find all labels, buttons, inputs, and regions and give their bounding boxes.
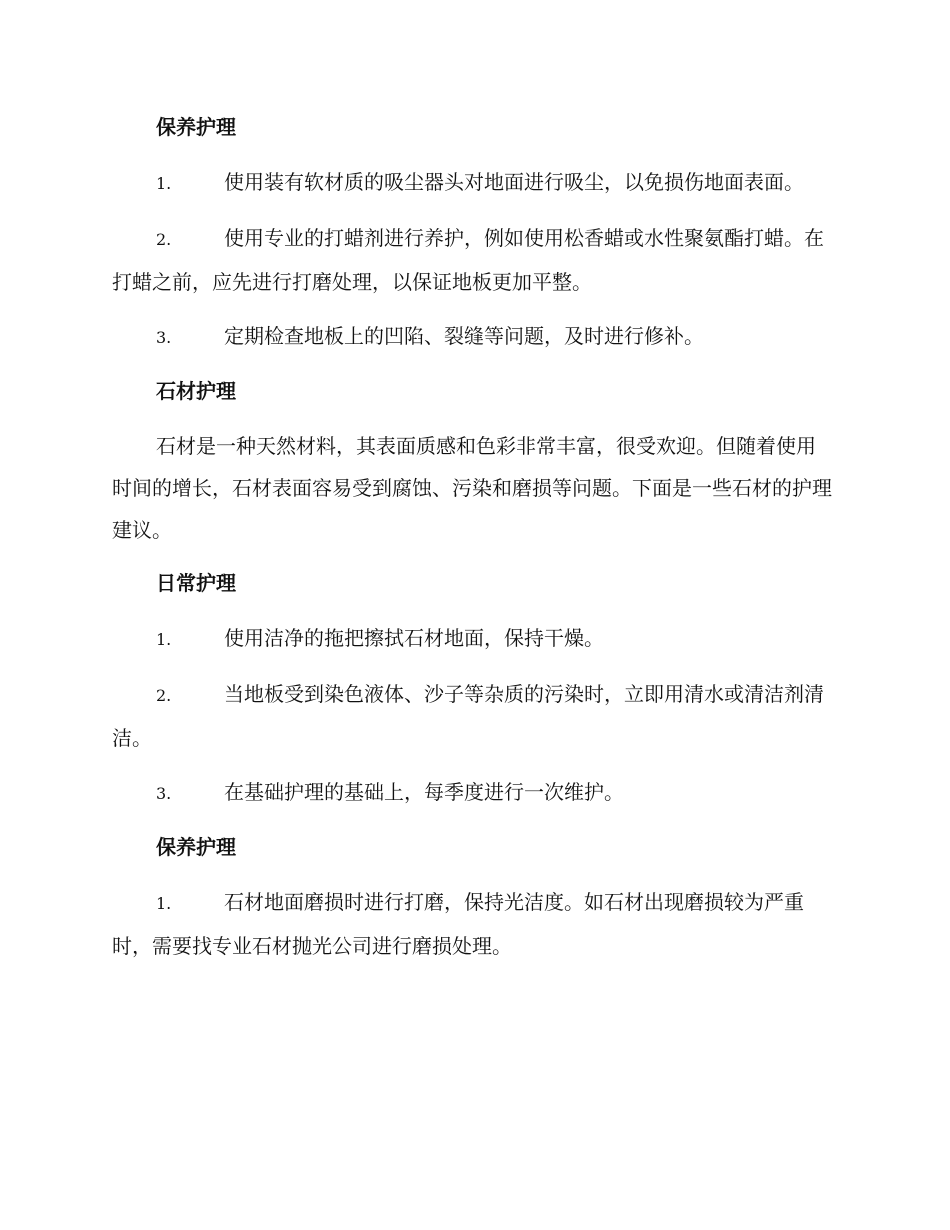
list-item-text: 石材地面磨损时进行打磨，保持光洁度。如石材出现磨损较为严重时，需要找专业石材抛光公司进行磨损处理。	[112, 890, 804, 958]
list-number: 1.	[156, 174, 172, 193]
list-number: 1.	[156, 630, 172, 649]
list-item	[112, 881, 834, 967]
list-number: 3.	[156, 784, 172, 803]
list-number: 1.	[156, 894, 172, 913]
body-paragraph: 石材是一种天然材料，其表面质感和色彩非常丰富，很受欢迎。但随着使用时间的增长，石材表面容易受到腐蚀、污染和磨损等问题。下面是一些石材的护理建议。	[112, 434, 832, 542]
list-item	[112, 315, 834, 359]
list-item	[112, 673, 834, 759]
section-heading: 石材护理	[156, 379, 236, 403]
list-item	[112, 161, 834, 205]
section-heading: 保养护理	[156, 835, 236, 859]
list-item	[112, 771, 834, 815]
list-item-text: 当地板受到染色液体、沙子等杂质的污染时，立即用清水或清洁剂清洁。	[112, 682, 824, 750]
list-number: 2.	[156, 230, 172, 249]
list-number: 3.	[156, 328, 172, 347]
section-heading: 日常护理	[156, 571, 236, 595]
list-item-text: 使用装有软材质的吸尘器头对地面进行吸尘，以免损伤地面表面。	[224, 170, 804, 194]
document-body	[112, 107, 834, 979]
section-heading: 保养护理	[156, 115, 236, 139]
list-item-text: 使用洁净的拖把擦拭石材地面，保持干燥。	[224, 626, 604, 650]
list-item	[112, 617, 834, 661]
list-number: 2.	[156, 686, 172, 705]
list-item	[112, 217, 834, 303]
list-item-text: 在基础护理的基础上，每季度进行一次维护。	[224, 780, 624, 804]
list-item-text: 使用专业的打蜡剂进行养护，例如使用松香蜡或水性聚氨酯打蜡。在打蜡之前，应先进行打磨处理，以保证地板更加平整。	[112, 226, 824, 294]
list-item-text: 定期检查地板上的凹陷、裂缝等问题，及时进行修补。	[224, 324, 704, 348]
